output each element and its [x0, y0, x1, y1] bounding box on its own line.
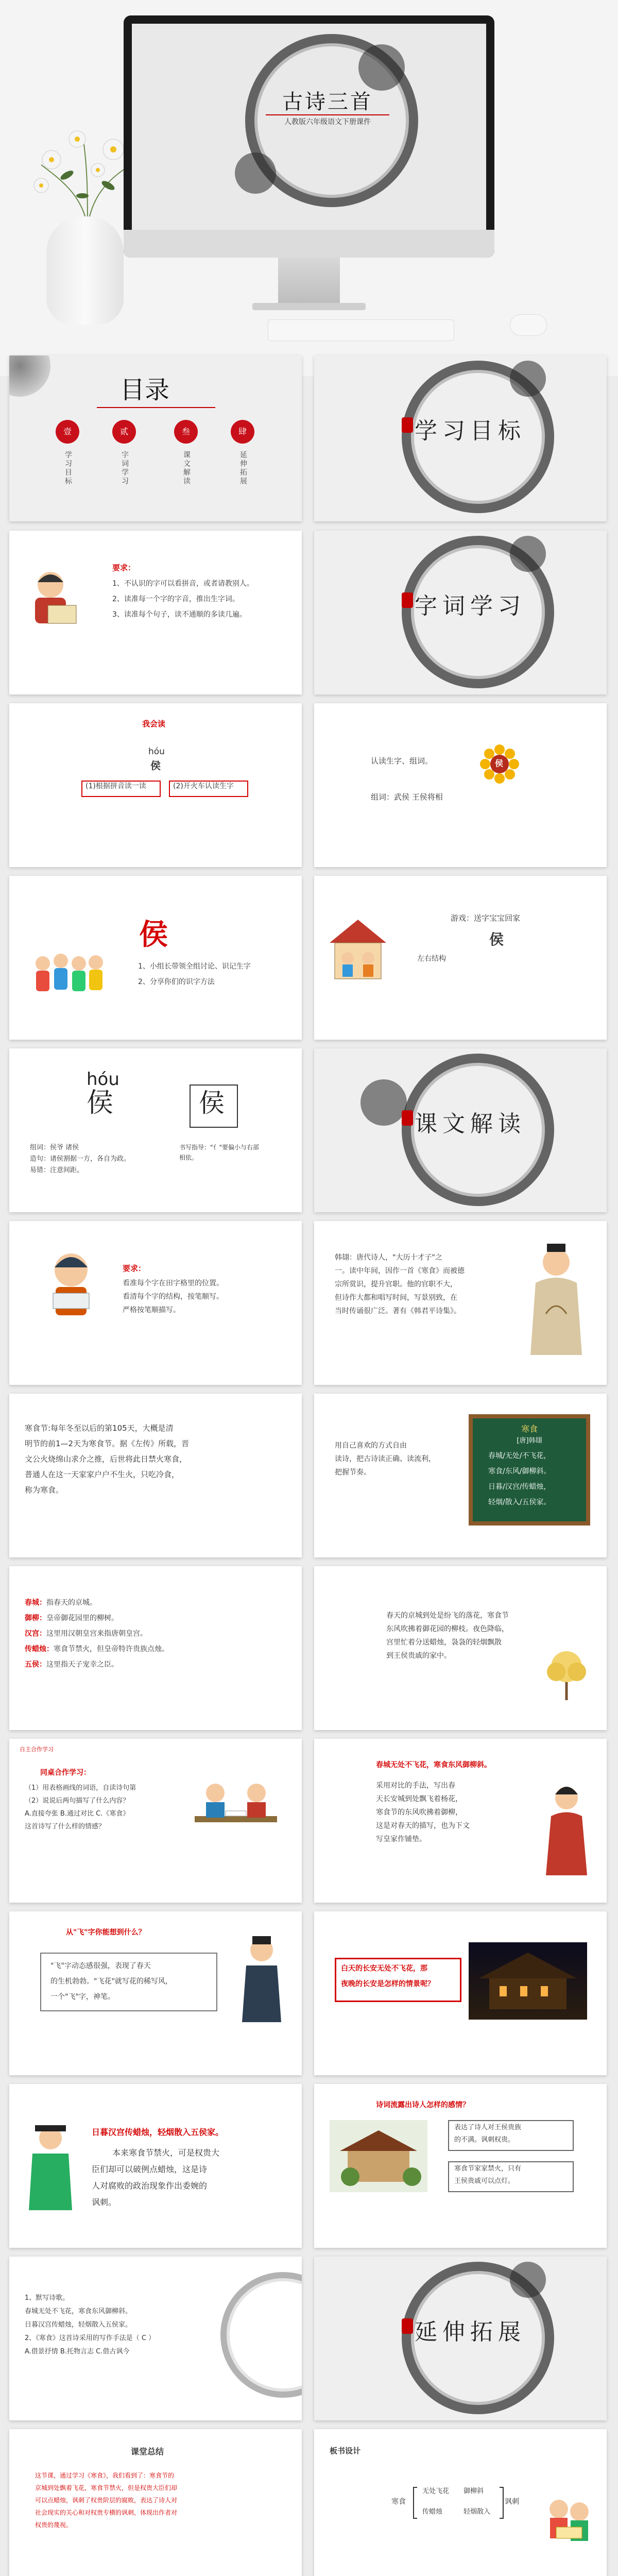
group-item-1: 1、小组长带领全组讨论、识记生字 [138, 962, 251, 971]
coop-heading: 同桌合作学习： [40, 1769, 91, 1777]
quiz-line-3: 日暮汉宫传蜡烛，轻烟散入五侯家。 [25, 2321, 132, 2329]
ink-blot [358, 44, 405, 91]
goals-heading: 要求： [112, 563, 136, 572]
slide-read [9, 703, 302, 867]
poem-blackboard [469, 1414, 590, 1526]
kids-reading-icon [541, 2491, 597, 2553]
ink-blot [235, 152, 276, 194]
red-seal [402, 592, 413, 608]
analysis-line-2: 天长安城到处飘飞着杨花， [376, 1795, 462, 1803]
slide-reqs [9, 1221, 302, 1385]
toc-label-3: 课文解读 [182, 451, 191, 486]
coop-line-4: 这首诗写了什么样的情感？ [25, 1823, 106, 1831]
author-line-1: 韩翃：唐代诗人，"大历十才子"之 [335, 1253, 442, 1262]
slide-recognize [314, 703, 607, 867]
quiz-line-2: 春城无处不飞花，寒食东风御柳斜。 [25, 2308, 132, 2315]
board-right: 讽刺 [505, 2498, 519, 2506]
monitor-chin [124, 230, 494, 258]
recognize-words: 组词：武侯 王侯将相 [371, 792, 443, 802]
write-note2: 相依。 [179, 1154, 198, 1161]
ancient-courtyard-icon [330, 2120, 427, 2192]
slide-sunset [9, 2084, 302, 2248]
meaning-line-1: 春天的京城到处是纷飞的落花，寒食节 [386, 1612, 509, 1620]
child-reading-icon [25, 567, 81, 634]
contrast-bottom-2: 王侯贵戚可以点灯。 [454, 2177, 515, 2185]
write-char-box: 侯 [199, 1088, 225, 1118]
analysis-line-1: 采用对比的手法，写出春 [376, 1782, 455, 1790]
poet-portrait-icon [520, 1236, 592, 1360]
write-line-1: 组词：侯爷 诸侯 [30, 1144, 79, 1151]
read-pinyin: hóu [148, 747, 165, 757]
ask1-heading: 从"飞"字你能想到什么？ [66, 1928, 146, 1937]
board-heading: 板书设计 [330, 2446, 361, 2455]
summary-line-4: 社会现实的关心和对权贵专横的讽刺，体现出作者对 [35, 2509, 178, 2516]
author-line-5: 当时传诵很广泛。著有《韩君平诗集》。 [335, 1307, 461, 1315]
notes-item-5: 五侯：这里指天子宠幸之臣。 [25, 1660, 118, 1669]
section-title-3: 课文解读 [415, 1111, 526, 1137]
ink-blot [510, 2262, 546, 2298]
analysis-line-4: 这是对春天的描写，也为下文 [376, 1822, 470, 1830]
board-author: [唐]韩翃 [517, 1437, 542, 1445]
toc-badge-3: 叁 [174, 420, 198, 444]
notes-item-3: 汉宫：这里用汉朝皇宫来指唐朝皇宫。 [25, 1630, 147, 1638]
board-left: 寒食 [391, 2498, 406, 2506]
hero-red-strip [266, 114, 389, 115]
notes-item-2: 御柳：皇帝御花园里的柳树。 [25, 1614, 118, 1622]
slide-write [9, 1048, 302, 1212]
toc-label-2: 字词学习 [121, 451, 129, 486]
slide-author [314, 1221, 607, 1385]
notes-item-1: 春城：指春天的京城。 [25, 1599, 97, 1607]
notes-item-4: 传蜡烛：寒食节禁火，但皇帝特许贵族点烛。 [25, 1645, 169, 1653]
author-line-2: 一。读中年间，因作一首《寒食》而被德 [335, 1267, 465, 1275]
analysis-line-5: 写皇家作铺垫。 [376, 1835, 426, 1843]
author-line-4: 但诗作大都和唱写时间，写景别致，在 [335, 1294, 457, 1302]
red-seal [402, 1110, 413, 1126]
section-title-4: 延伸拓展 [415, 2319, 526, 2345]
board-line-2: 寒食/东风/御柳斜。 [488, 1467, 551, 1476]
slide-toc [9, 355, 302, 521]
board-col2-1: 御柳斜 [464, 2487, 484, 2495]
monitor-screen [132, 24, 486, 230]
ask1-line-3: 一个"飞"字，神笔。 [50, 1993, 115, 2001]
kids-house-icon [324, 912, 391, 984]
quiz-line-4: 2、《寒食》这首诗采用的写作手法是（ C ） [25, 2334, 156, 2342]
kids-studying-icon [184, 1770, 287, 1842]
palace-silhouette-icon [469, 1942, 587, 2020]
section-title-1: 学习目标 [415, 418, 526, 444]
contrast-top-1: 表达了诗人对王侯贵族 [454, 2124, 522, 2131]
toc-label-1: 学习目标 [64, 451, 72, 486]
goals-item-2: 2、读准每一个字的字音，推出生字词。 [112, 595, 239, 603]
ink-ring-decoration [220, 2272, 302, 2398]
slide-section-2 [314, 531, 607, 694]
poem-intro-2: 读诗，把古诗读正确、读流利， [335, 1455, 436, 1463]
contrast-heading: 诗词流露出诗人怎样的感情？ [376, 2101, 470, 2109]
night-palace-image [469, 1942, 587, 2020]
reqs-heading: 要求： [123, 1264, 146, 1273]
keyboard [268, 319, 454, 341]
summary-line-5: 权贵的蔑视。 [35, 2521, 73, 2529]
board-line-3: 日暮/汉宫/传蜡烛， [488, 1483, 551, 1491]
ink-blot [510, 361, 546, 397]
slide-group [9, 876, 302, 1040]
board-brackets-icon [412, 2485, 505, 2521]
coop-line-2: （2）说说后两句描写了什么内容？ [25, 1797, 130, 1805]
festival-line-4: 普通人在这一天家家户户不生火，只吃冷食， [25, 1470, 180, 1479]
hero-title: 古诗三首 [282, 90, 373, 114]
contrast-top-2: 的不满。讽刺权贵。 [454, 2136, 515, 2144]
ink-blot [510, 536, 546, 572]
read-char: 侯 [150, 759, 161, 772]
quiz-line-5: A.借景抒情 B.托物言志 C.借古讽今 [25, 2348, 130, 2355]
slide-summary [9, 2429, 302, 2576]
slide-ask2 [314, 1911, 607, 2075]
author-line-3: 宗所赏识，提升官职。他的官职不大， [335, 1280, 457, 1289]
board-col2-2: 轻烟散入 [464, 2508, 491, 2516]
slide-quiz [9, 2257, 302, 2420]
sunset-line-1: 本来寒食节禁火，可是权贵大 [112, 2148, 220, 2158]
game-label: 左右结构 [417, 955, 446, 963]
slide-contrast [314, 2084, 607, 2248]
recognize-text: 认读生字、组词。 [371, 756, 433, 766]
children-group-icon [30, 948, 107, 999]
toc-badge-4: 肆 [231, 420, 254, 444]
read-right-label: (2)开火车认读生字 [173, 782, 234, 790]
game-char: 侯 [489, 931, 504, 948]
sunset-line-4: 讽刺。 [92, 2197, 117, 2207]
festival-line-5: 称为寒食。 [25, 1485, 64, 1495]
reqs-line-1: 看准每个字在田字格里的位置。 [123, 1279, 224, 1287]
ask2-line-1: 白天的长安无处不飞花，那 [341, 1964, 427, 1973]
slide-festival [9, 1394, 302, 1557]
summary-line-1: 这节课，通过学习《寒食》，我们看到了：寒食节的 [35, 2472, 175, 2479]
analysis-line-3: 寒食节的东风吹拂着御柳， [376, 1808, 462, 1817]
group-item-2: 2、分享你们的识字方法 [138, 978, 215, 986]
ask2-line-2: 夜晚的长安是怎样的情景呢？ [341, 1980, 435, 1988]
monitor-stand [278, 258, 340, 304]
festival-line-1: 寒食节:每年冬至以后的第105天，大概是清 [25, 1423, 174, 1433]
meaning-line-2: 东风吹拂着御花园的柳枝。夜色降临， [386, 1625, 509, 1633]
sunset-heading: 日暮汉宫传蜡烛，轻烟散入五侯家。 [92, 2127, 224, 2137]
monitor-base [252, 303, 366, 310]
analysis-heading: 春城无处不飞花，寒食东风御柳斜。 [376, 1761, 491, 1769]
slide-meaning [314, 1566, 607, 1730]
coop-badge: 自主合作学习 [20, 1746, 54, 1753]
ask1-line-2: 的生机勃勃。"飞花"就写花的稀写风， [50, 1977, 173, 1986]
board-title: 寒食 [521, 1424, 538, 1434]
lady-figure-icon [541, 1780, 592, 1878]
recognize-seal-char: 侯 [495, 758, 504, 768]
scholar-figure-icon [236, 1932, 287, 2025]
quiz-line-1: 1、默写诗歌。 [25, 2294, 70, 2302]
festival-line-3: 文公火烧绵山求介之推，后世将此日禁火寒食， [25, 1454, 187, 1464]
mouse [510, 314, 547, 336]
monitor [124, 15, 494, 258]
game-title: 游戏：送字宝宝回家 [451, 913, 521, 923]
goals-item-3: 3、读准每个句子，读不通顺的多读几遍。 [112, 611, 247, 619]
hero-mockup [0, 0, 618, 376]
contrast-bottom-1: 寒食节家家禁火，只有 [454, 2165, 522, 2173]
slide-coop [9, 1739, 302, 1903]
board-line-1: 春城/无处/不飞花， [488, 1452, 551, 1460]
meaning-line-4: 到王侯贵戚的家中。 [386, 1652, 451, 1660]
coop-line-1: （1）用表格画线的词语，自读诗句第 [25, 1784, 136, 1792]
slide-board [314, 2429, 607, 2576]
summary-heading: 课堂总结 [131, 2447, 164, 2456]
slide-ask1 [9, 1911, 302, 2075]
vase [46, 216, 124, 325]
write-char-plain: 侯 [87, 1088, 114, 1118]
group-char: 侯 [139, 918, 168, 952]
ink-corner [9, 355, 50, 397]
sunset-line-3: 人对腐败的政治现象作出委婉的 [92, 2181, 208, 2191]
toc-badge-2: 贰 [112, 420, 136, 444]
slide-goals [9, 531, 302, 694]
slide-analysis [314, 1739, 607, 1903]
read-left-label: (1)根据拼音读一读 [85, 782, 146, 790]
red-seal [402, 417, 413, 433]
sunset-line-2: 臣们却可以破例点蜡烛，这是诗 [92, 2164, 208, 2174]
flower-tree-icon [541, 1643, 592, 1700]
board-col1-1: 无处飞花 [422, 2487, 450, 2495]
reqs-line-2: 看清每个字的结构，按笔顺写。 [123, 1293, 224, 1301]
goals-item-1: 1、不认识的字可以看拼音，或者请教别人。 [112, 580, 254, 588]
summary-line-2: 京城到处飘着飞花，寒食节禁火，但是权贵大臣们却 [35, 2484, 178, 2492]
reqs-line-3: 严格按笔顺描写。 [123, 1306, 180, 1314]
board-line-4: 轻烟/散入/五侯家。 [488, 1498, 551, 1506]
slide-notes [9, 1566, 302, 1730]
toc-label-4: 延伸拓展 [239, 451, 247, 486]
write-line-2: 造句：诸侯割据一方，各自为政。 [30, 1155, 131, 1163]
coop-line-3: A.直接夸张 B.通过对比 C.《寒食》 [25, 1810, 130, 1818]
slide-section-4 [314, 2257, 607, 2420]
student-book-icon [40, 1247, 102, 1319]
read-heading: 我会读 [142, 719, 166, 728]
poem-intro-3: 把握节奏。 [335, 1468, 371, 1477]
write-line-3: 易错：注意间距。 [30, 1166, 84, 1174]
hero-subtitle: 人教版六年级语文下册课件 [284, 118, 371, 126]
meaning-line-3: 宫里忙着分送蜡烛，袅袅的轻烟飘散 [386, 1638, 502, 1647]
toc-underline [97, 407, 215, 408]
slide-game [314, 876, 607, 1040]
ancient-scene-image [330, 2120, 427, 2192]
ask1-line-1: "飞"字动态感很强，表现了春天 [50, 1962, 151, 1970]
write-note: 书写指导："亻"要偏小与右部 [179, 1144, 260, 1151]
festival-line-2: 明节的前1—2天为寒食节。据《左传》所载，晋 [25, 1439, 190, 1448]
ink-blot [360, 1079, 407, 1126]
section-title-2: 字词学习 [415, 593, 526, 619]
poem-intro-1: 用自己喜欢的方式自由 [335, 1442, 407, 1450]
toc-title: 目录 [120, 376, 170, 404]
official-figure-icon [25, 2120, 76, 2213]
slide-section-3 [314, 1048, 607, 1212]
write-pinyin: hóu [87, 1069, 119, 1090]
red-seal [402, 2318, 413, 2334]
toc-badge-1: 壹 [56, 420, 79, 444]
slide-section-1 [314, 355, 607, 521]
summary-line-3: 可以点蜡烛，讽刺了权贵阶层的腐败，表达了诗人对 [35, 2497, 178, 2504]
board-col1-2: 传蜡烛 [422, 2508, 443, 2516]
slide-poem [314, 1394, 607, 1557]
